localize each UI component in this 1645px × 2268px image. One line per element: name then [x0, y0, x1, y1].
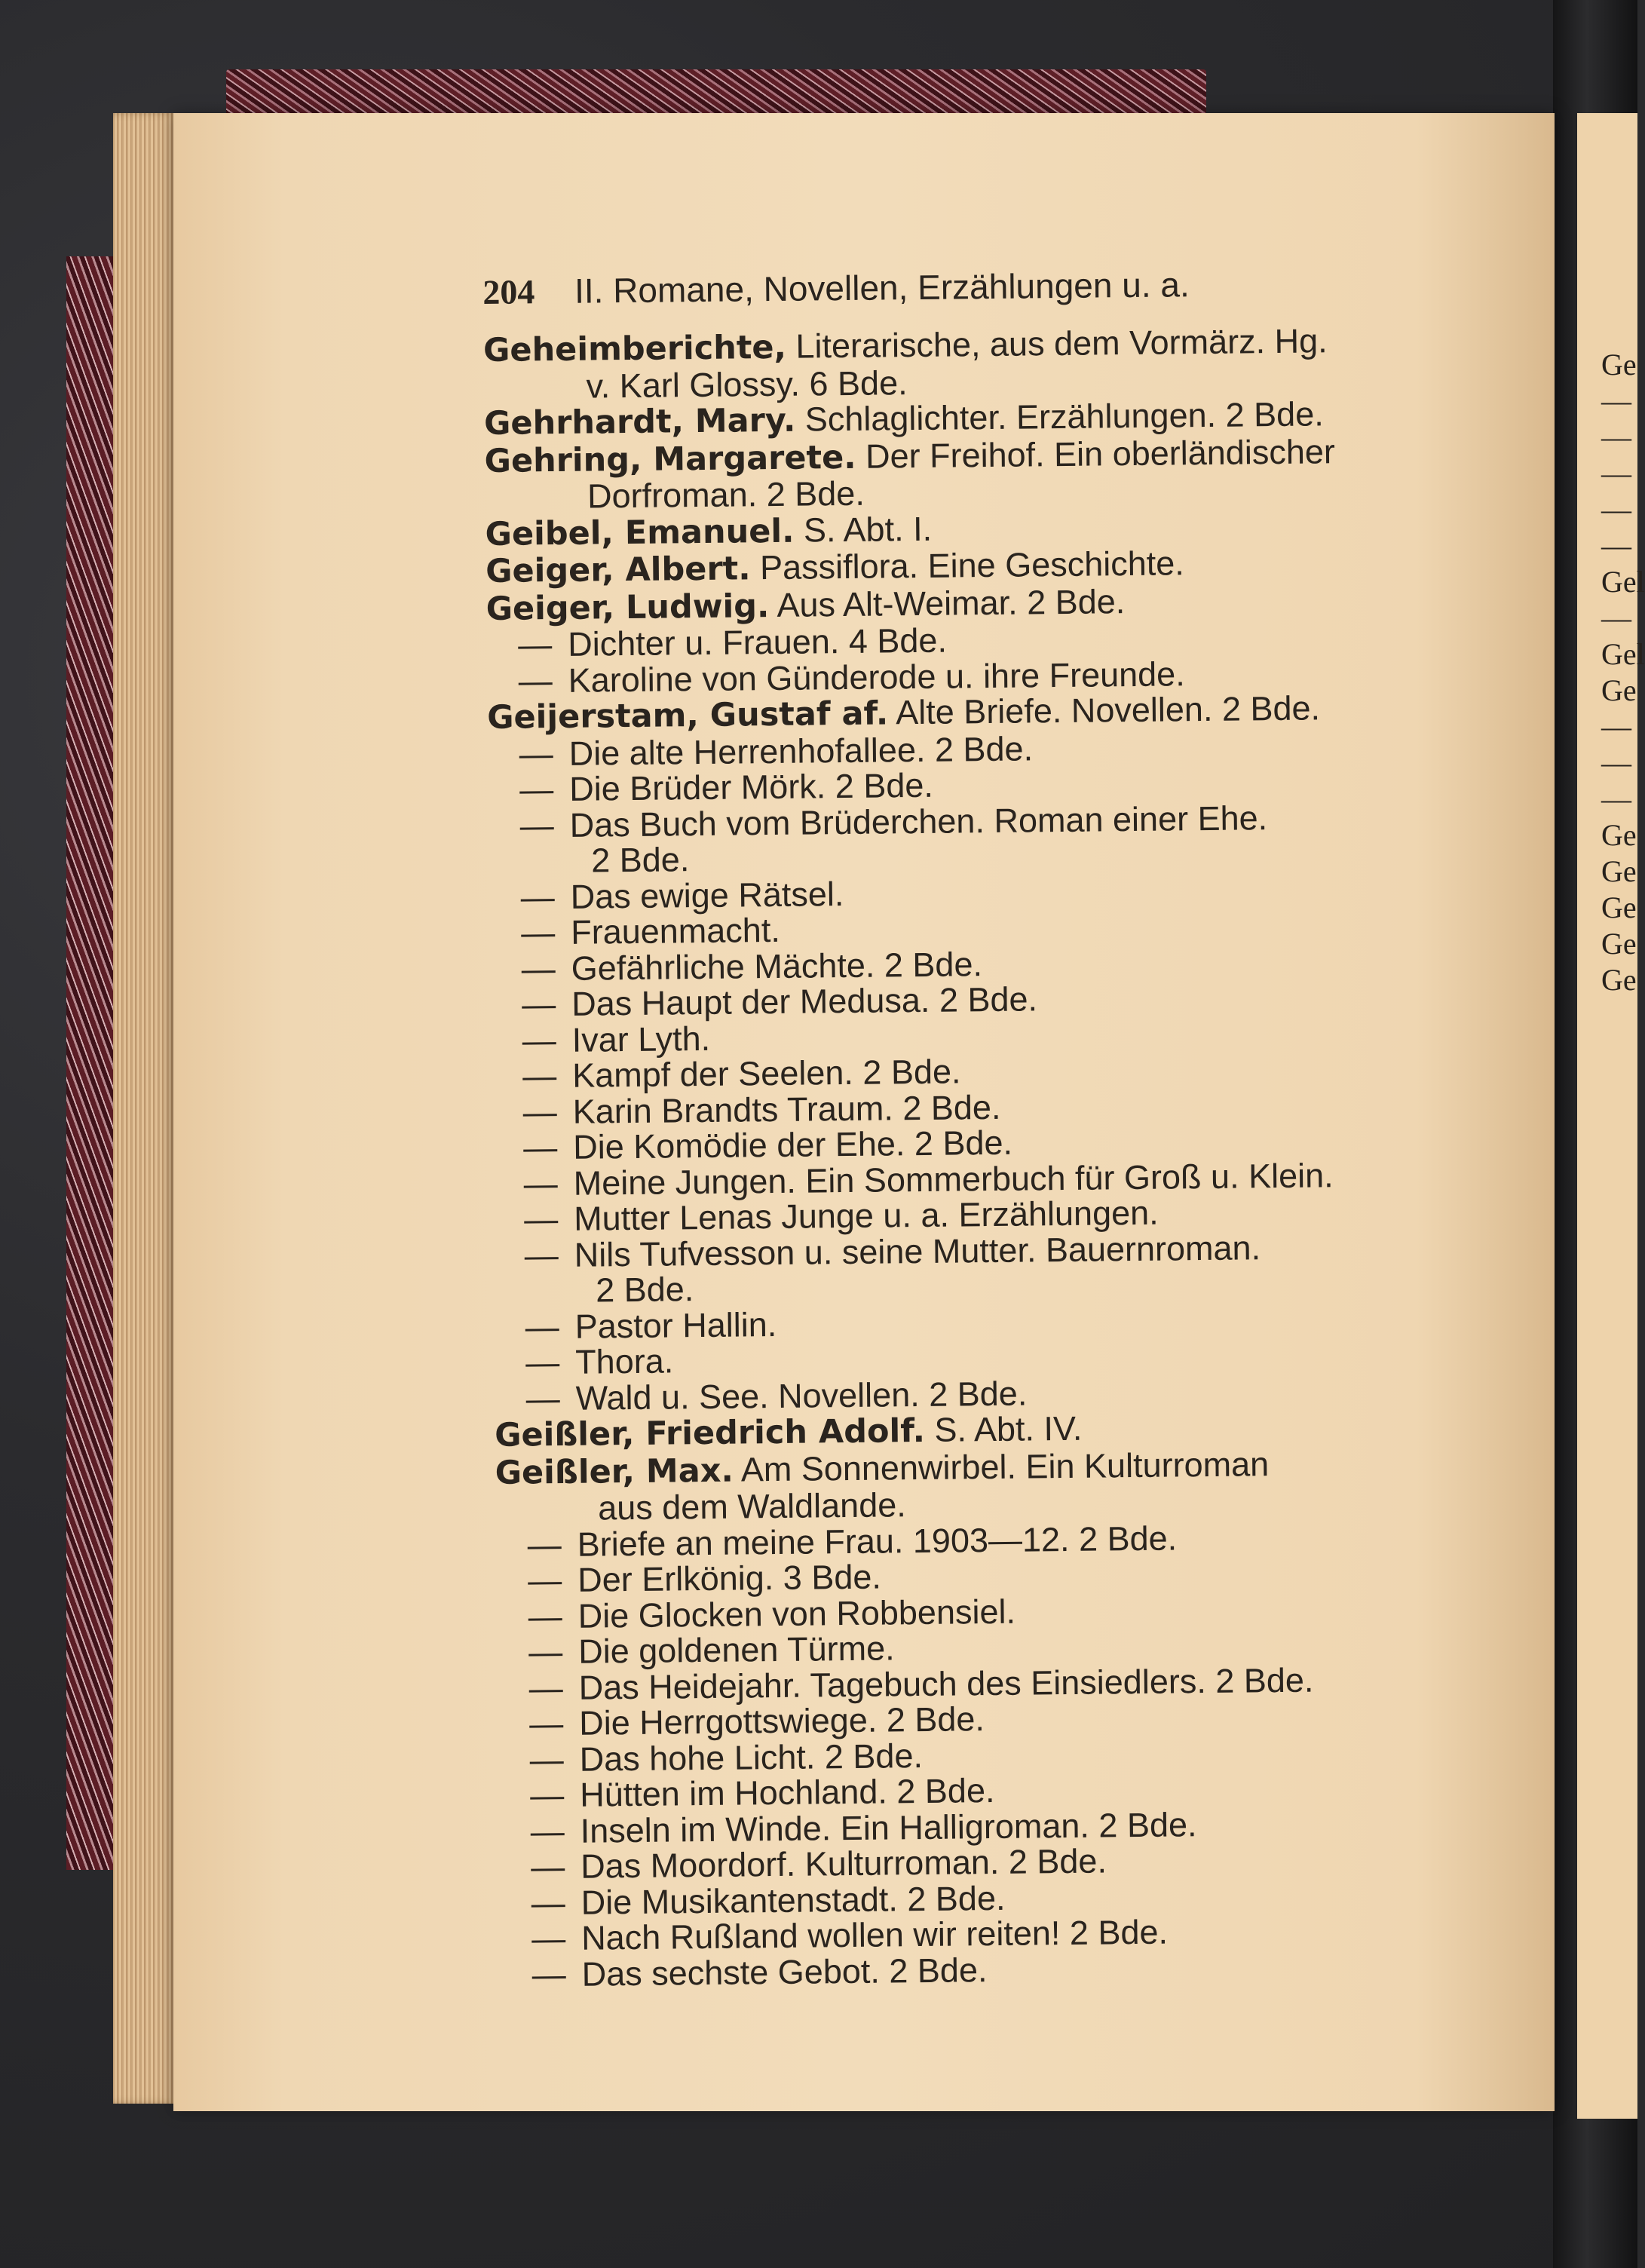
- ditto-dash: —: [520, 913, 556, 952]
- entry-title: Karin Brandts Traum. 2 Bde.: [572, 1087, 1001, 1131]
- ditto-dash: —: [518, 660, 553, 700]
- entry-title: Ivar Lyth.: [571, 1019, 711, 1059]
- ditto-dash: —: [529, 1739, 564, 1779]
- ditto-dash: —: [519, 734, 553, 774]
- ditto-dash: —: [524, 1235, 559, 1274]
- page-text-block: [482, 261, 1541, 1993]
- ditto-dash: —: [519, 805, 554, 845]
- entry-title: Literarische, aus dem Vormärz. Hg.: [795, 321, 1328, 366]
- ditto-dash: —: [531, 1918, 566, 1958]
- facing-page-fragment: Ge: [1601, 963, 1637, 997]
- facing-page-fragment: Ge: [1601, 673, 1637, 707]
- ditto-dash: —: [522, 1056, 557, 1096]
- ditto-dash: —: [530, 1847, 565, 1886]
- running-title: II. Romane, Novellen, Erzählungen u. a.: [574, 265, 1190, 311]
- entry-title: Nach Rußland wollen wir reiten! 2 Bde.: [580, 1912, 1169, 1957]
- ditto-dash: —: [523, 1163, 558, 1203]
- entry-title: Nils Tufvesson u. seine Mutter. Bauernroman.: [574, 1227, 1261, 1274]
- entry-author: Geiger, Ludwig.: [486, 587, 770, 628]
- entry-author: Geißler, Friedrich Adolf.: [494, 1411, 926, 1454]
- entry-title: Die Herrgottswiege. 2 Bde.: [578, 1699, 985, 1742]
- facing-page-fragment: Ge: [1601, 927, 1637, 961]
- entry-title: S. Abt. IV.: [934, 1408, 1083, 1449]
- facing-page-fragment: Ge: [1601, 890, 1637, 924]
- entry-title: Der Freihof. Ein oberländischer: [865, 431, 1336, 476]
- entry-continuation: aus dem Waldlande.: [597, 1485, 906, 1528]
- facing-page-fragments: [1601, 347, 1645, 998]
- ditto-dash: —: [522, 1128, 558, 1167]
- facing-page-fragment: —: [1601, 384, 1631, 418]
- ditto-dash: —: [525, 1378, 560, 1418]
- facing-page-fragment: —: [1601, 492, 1631, 526]
- entry-title: Am Sonnenwirbel. Ein Kulturroman: [740, 1444, 1270, 1488]
- ditto-dash: —: [520, 877, 555, 917]
- entry-title: Die goldenen Türme.: [577, 1629, 895, 1671]
- ditto-dash: —: [527, 1525, 562, 1564]
- entry-title: Das Moordorf. Kulturroman. 2 Bde.: [580, 1841, 1107, 1886]
- entry-title: Schlaglichter. Erzählungen. 2 Bde.: [804, 394, 1324, 439]
- entry-title: Meine Jungen. Ein Sommerbuch für Groß u. Klein.: [573, 1155, 1334, 1203]
- entry-title: Das Haupt der Medusa. 2 Bde.: [571, 979, 1038, 1023]
- ditto-dash: —: [527, 1560, 562, 1600]
- ditto-dash: —: [525, 1307, 559, 1346]
- entry-title: Das Buch vom Brüderchen. Roman einer Ehe.: [569, 798, 1268, 844]
- entry-title: Inseln im Winde. Ein Halligroman. 2 Bde.: [580, 1804, 1197, 1850]
- ditto-dash: —: [521, 949, 556, 988]
- ditto-dash: —: [528, 1703, 564, 1743]
- facing-page-fragment: Ge: [1601, 854, 1637, 888]
- entry-author: Geijerstam, Gustaf af.: [486, 694, 889, 737]
- entry-title: Gefährliche Mächte. 2 Bde.: [571, 944, 983, 988]
- entry-title: Frauenmacht.: [570, 910, 781, 952]
- facing-page-fragment: —: [1601, 529, 1631, 562]
- entry-title: Passiflora. Eine Geschichte.: [759, 544, 1185, 587]
- entry-title: Briefe an meine Frau. 1903—12. 2 Bde.: [577, 1518, 1178, 1564]
- entry-title: Die Musikantenstadt. 2 Bde.: [580, 1878, 1006, 1922]
- entry-author: Geibel, Emanuel.: [485, 512, 795, 553]
- entry-title: Aus Alt-Weimar. 2 Bde.: [777, 581, 1126, 624]
- ditto-dash: —: [522, 1020, 556, 1060]
- entry-title: Wald u. See. Novellen. 2 Bde.: [575, 1374, 1028, 1418]
- ditto-dash: —: [521, 985, 556, 1024]
- ditto-dash: —: [525, 1343, 560, 1382]
- facing-page-fragment: —: [1601, 456, 1631, 490]
- facing-page-fragment: Ge: [1601, 348, 1637, 382]
- entry-title: Pastor Hallin.: [574, 1304, 777, 1346]
- entry-title: Hütten im Hochland. 2 Bde.: [579, 1770, 995, 1814]
- entry-continuation: v. Karl Glossy. 6 Bde.: [586, 363, 908, 406]
- ditto-dash: —: [531, 1883, 565, 1922]
- entry-title: Die Glocken von Robbensiel.: [577, 1592, 1016, 1635]
- facing-page-fragment: Gel: [1601, 637, 1645, 671]
- entry-author: Geißler, Max.: [495, 1451, 734, 1492]
- facing-page-fragment: Ge: [1601, 818, 1637, 852]
- entry-title: Das hohe Licht. 2 Bde.: [579, 1736, 924, 1779]
- page-stack-edge: [113, 113, 176, 2104]
- entry-title: Kampf der Seelen. 2 Bde.: [571, 1052, 961, 1095]
- ditto-dash: —: [528, 1668, 563, 1707]
- entry-continuation: 2 Bde.: [590, 840, 690, 880]
- ditto-dash: —: [531, 1954, 566, 1994]
- facing-page-fragment: Gel: [1601, 565, 1645, 599]
- ditto-dash: —: [519, 770, 554, 809]
- entry-author: Gehrhardt, Mary.: [483, 401, 796, 443]
- entry-title: Karoline von Günderode u. ihre Freunde.: [568, 654, 1185, 700]
- entry-title: Alte Briefe. Novellen. 2 Bde.: [895, 688, 1321, 732]
- entry-title: Das sechste Gebot. 2 Bde.: [581, 1950, 988, 1994]
- facing-page-fragment: —: [1601, 746, 1631, 780]
- ditto-dash: —: [528, 1596, 562, 1635]
- page-number: 204: [482, 272, 535, 311]
- entry-title: Die Komödie der Ehe. 2 Bde.: [572, 1123, 1013, 1166]
- ditto-dash: —: [522, 1092, 557, 1131]
- entry-list: [483, 321, 1541, 1993]
- entry-title: Thora.: [574, 1341, 674, 1381]
- entry-title: Mutter Lenas Junge u. a. Erzählungen.: [573, 1193, 1159, 1238]
- entry-author: Geiger, Albert.: [485, 550, 751, 590]
- facing-page-fragment: —: [1601, 420, 1631, 454]
- ditto-dash: —: [529, 1775, 565, 1815]
- facing-page-fragment: —: [1601, 601, 1631, 635]
- entry-continuation: 2 Bde.: [595, 1270, 694, 1310]
- entry-title: Dichter u. Frauen. 4 Bde.: [567, 621, 948, 664]
- entry-title: Die Brüder Mörk. 2 Bde.: [568, 765, 934, 808]
- ditto-dash: —: [528, 1632, 563, 1672]
- entry-author: Geheimberichte,: [482, 328, 787, 369]
- entry-continuation: Dorfroman. 2 Bde.: [587, 474, 865, 516]
- entry-title: Das Heidejahr. Tagebuch des Einsiedlers. 2 Bde.: [578, 1660, 1314, 1707]
- entry-title: S. Abt. I.: [803, 509, 933, 550]
- entry-title: Die alte Herrenhofallee. 2 Bde.: [568, 728, 1034, 773]
- facing-page-fragment: —: [1601, 710, 1631, 743]
- entry-author: Gehring, Margarete.: [484, 438, 856, 480]
- ditto-dash: —: [530, 1811, 565, 1850]
- running-header: [482, 261, 1524, 332]
- ditto-dash: —: [523, 1200, 559, 1239]
- ditto-dash: —: [517, 625, 553, 664]
- entry-title: Das ewige Rätsel.: [570, 874, 844, 916]
- facing-page-fragment: —: [1601, 782, 1631, 816]
- entry-title: Der Erlkönig. 3 Bde.: [577, 1557, 882, 1599]
